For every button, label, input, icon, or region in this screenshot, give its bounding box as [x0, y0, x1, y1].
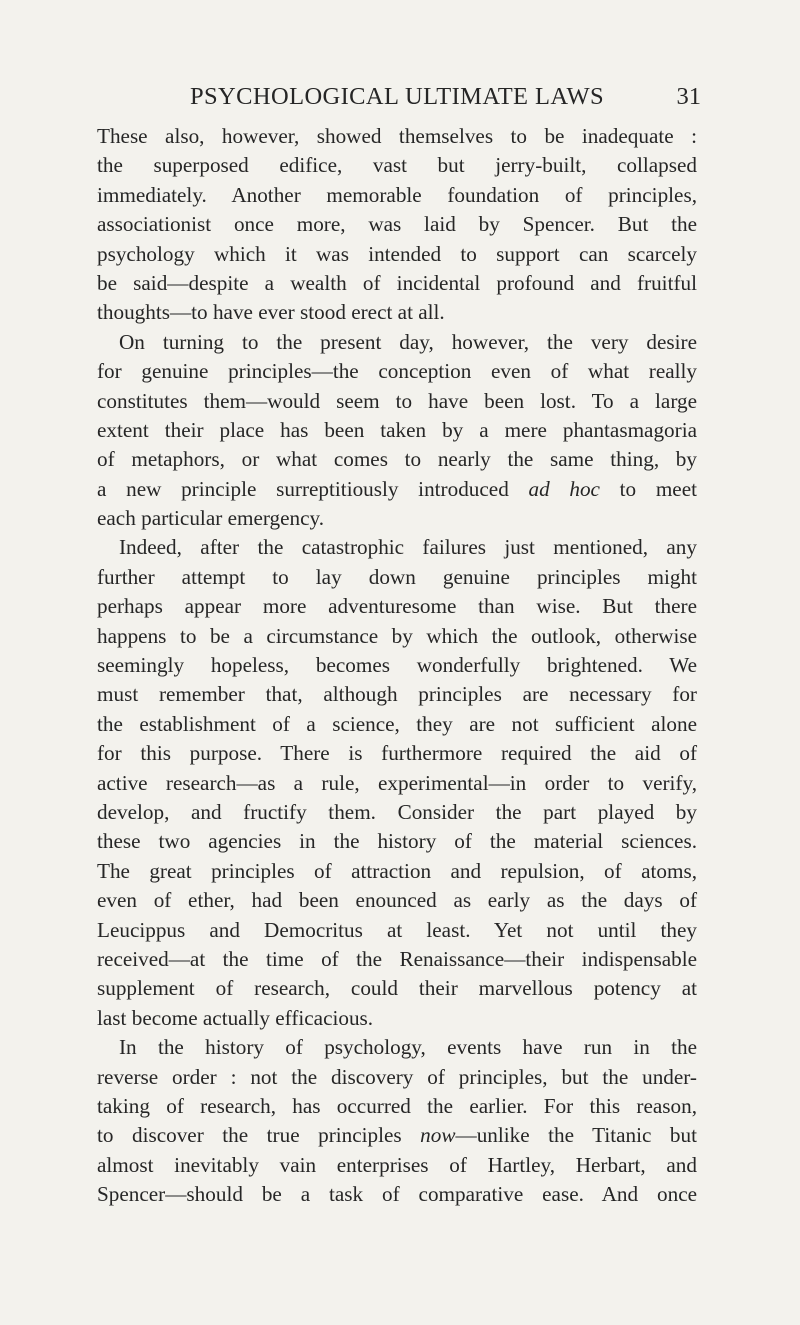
text-line: the establishment of a science, they are not sufficient alone	[97, 711, 697, 736]
text-segment: to meet	[599, 476, 698, 501]
text-line: further attempt to lay down genuine principles might	[97, 564, 697, 589]
text-line: happens to be a circumstance by which the outlook, otherwise	[97, 623, 697, 648]
text-line: develop, and fructify them. Consider the part played by	[97, 799, 697, 824]
text-line	[97, 1121, 697, 1150]
text-line: almost inevitably vain enterprises of Hartley, Herbart, and	[97, 1152, 697, 1177]
text-segment: to discover the true principles	[97, 1123, 421, 1148]
text-line: Spencer—should be a task of comparative ease. And once	[97, 1182, 697, 1207]
text-line: perhaps appear more adventuresome than wise. But there	[97, 594, 697, 619]
text-line: must remember that, although principles are necessary for	[97, 682, 697, 707]
text-line: each particular emergency.	[97, 506, 325, 531]
text-line: These also, however, showed themselves to be inadequate :	[97, 124, 697, 148]
italic-phrase: now	[420, 1123, 456, 1148]
text-line: reverse order : not the discovery of principles, but the under-	[97, 1064, 697, 1089]
text-line: thoughts—to have ever stood erect at all.	[97, 300, 445, 325]
text-line: extent their place has been taken by a mere phantasmagoria	[97, 417, 697, 442]
text-line: last become actually efficacious.	[97, 1005, 374, 1030]
text-line: psychology which it was intended to support can scarcely	[97, 241, 697, 266]
text-line: supplement of research, could their marvellous potency at	[97, 976, 697, 1001]
text-line: On turning to the present day, however, the very desire	[119, 329, 697, 354]
text-line: active research—as a rule, experimental—in order to verify,	[97, 770, 697, 795]
text-line: taking of research, has occurred the earlier. For this reason,	[97, 1093, 697, 1118]
text-line: immediately. Another memorable foundation of principles,	[97, 182, 697, 207]
text-line: these two agencies in the history of the material sciences.	[97, 829, 697, 854]
text-line: the superposed edifice, vast but jerry-built, collapsed	[97, 153, 697, 178]
text-line: for this purpose. There is furthermore required the aid of	[97, 741, 697, 766]
body-text	[97, 122, 697, 1209]
text-line: of metaphors, or what comes to nearly the same thing, by	[97, 447, 697, 472]
text-segment: —unlike the Titanic but	[455, 1123, 697, 1148]
text-line: associationist once more, was laid by Spencer. But the	[97, 212, 697, 237]
text-line: seemingly hopeless, becomes wonderfully brightened. We	[97, 653, 697, 678]
text-line: be said—despite a wealth of incidental profound and fruitful	[97, 270, 697, 295]
text-line: constitutes them—would seem to have been lost. To a large	[97, 388, 697, 413]
page-number: 31	[676, 83, 701, 110]
text-line	[97, 475, 697, 504]
text-line: Leucippus and Democritus at least. Yet not until they	[97, 917, 697, 942]
text-line: Indeed, after the catastrophic failures just mentioned, any	[119, 535, 697, 560]
running-head	[97, 82, 701, 118]
text-line: for genuine principles—the conception even of what really	[97, 359, 697, 384]
text-line: The great principles of attraction and repulsion, of atoms,	[97, 858, 697, 883]
text-line: In the history of psychology, events have run in the	[119, 1035, 697, 1060]
text-segment: a new principle surreptitiously introduced	[97, 476, 529, 501]
italic-phrase: ad hoc	[528, 476, 600, 501]
text-line: received—at the time of the Renaissance—their indispensable	[97, 946, 697, 971]
text-line: even of ether, had been enounced as early as the days of	[97, 888, 697, 913]
running-head-title: PSYCHOLOGICAL ULTIMATE LAWS	[190, 83, 604, 110]
